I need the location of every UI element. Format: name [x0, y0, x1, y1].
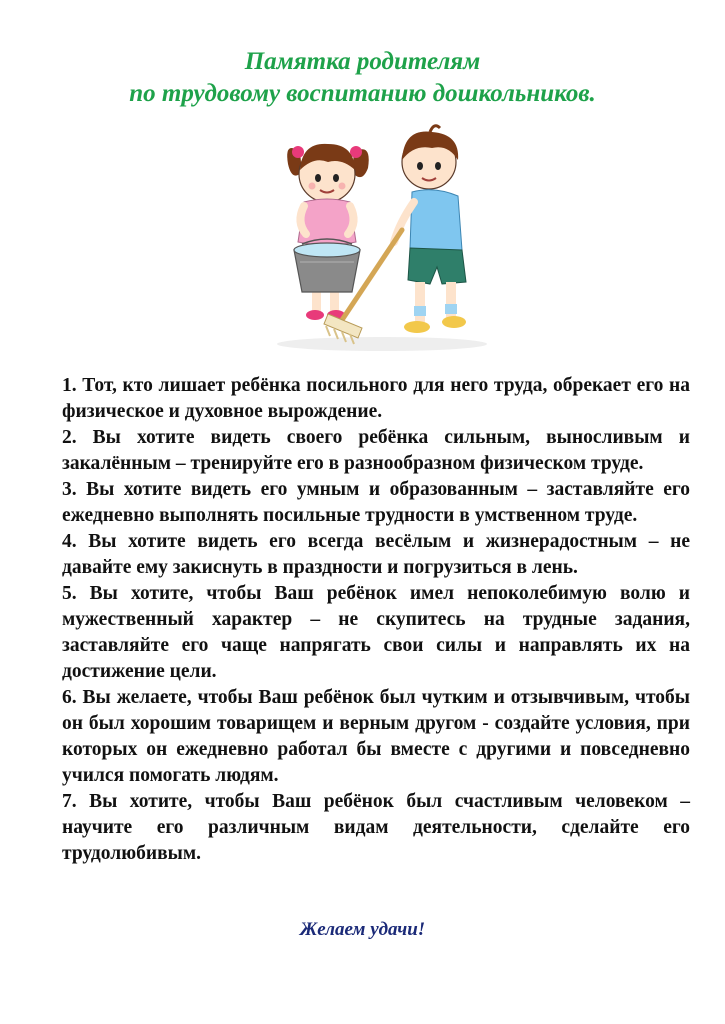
title-line-2: по трудовому воспитанию дошкольников.	[129, 80, 596, 107]
boy-figure	[394, 126, 466, 333]
memo-item-7: 7. Вы хотите, чтобы Ваш ребёнок был счастливым человеком – научите его различным видам деятельности, сделайте его трудолюбивым.	[62, 791, 690, 864]
children-cleaning-illustration	[262, 122, 492, 357]
closing-wish: Желаем удачи!	[299, 919, 426, 940]
memo-item-1: 1. Тот, кто лишает ребёнка посильного для него труда, обрекает его на физическое и духовное вырождение.	[62, 375, 690, 422]
memo-list	[62, 373, 690, 867]
memo-item-5: 5. Вы хотите, чтобы Ваш ребёнок имел непоколебимую волю и мужественный характер – не скупитесь на трудные задания, заставляйте его чаще напрягать свои силы и направлять их на достижение цели.	[62, 583, 690, 682]
girl-figure	[287, 144, 369, 320]
floor-shadow	[277, 337, 487, 351]
page-title	[0, 46, 725, 110]
bucket-icon	[294, 239, 360, 292]
memo-item-2: 2. Вы хотите видеть своего ребёнка сильным, выносливым и закалённым – тренируйте его в разнообразном физическом труде.	[62, 427, 690, 474]
memo-item-3: 3. Вы хотите видеть его умным и образованным – заставляйте его ежедневно выполнять посильные трудности в умственном труде.	[62, 479, 690, 526]
memo-item-6: 6. Вы желаете, чтобы Ваш ребёнок был чутким и отзывчивым, чтобы он был хорошим товарищем и верным другом - создайте условия, при которых он ежедневно работал бы вместе с другими и повседневно учился помогать людям.	[62, 687, 690, 786]
title-line-1: Памятка родителям	[244, 48, 481, 75]
memo-item-4: 4. Вы хотите видеть его всегда весёлым и жизнерадостным – не давайте ему закиснуть в праздности и погрузиться в лень.	[62, 531, 690, 578]
